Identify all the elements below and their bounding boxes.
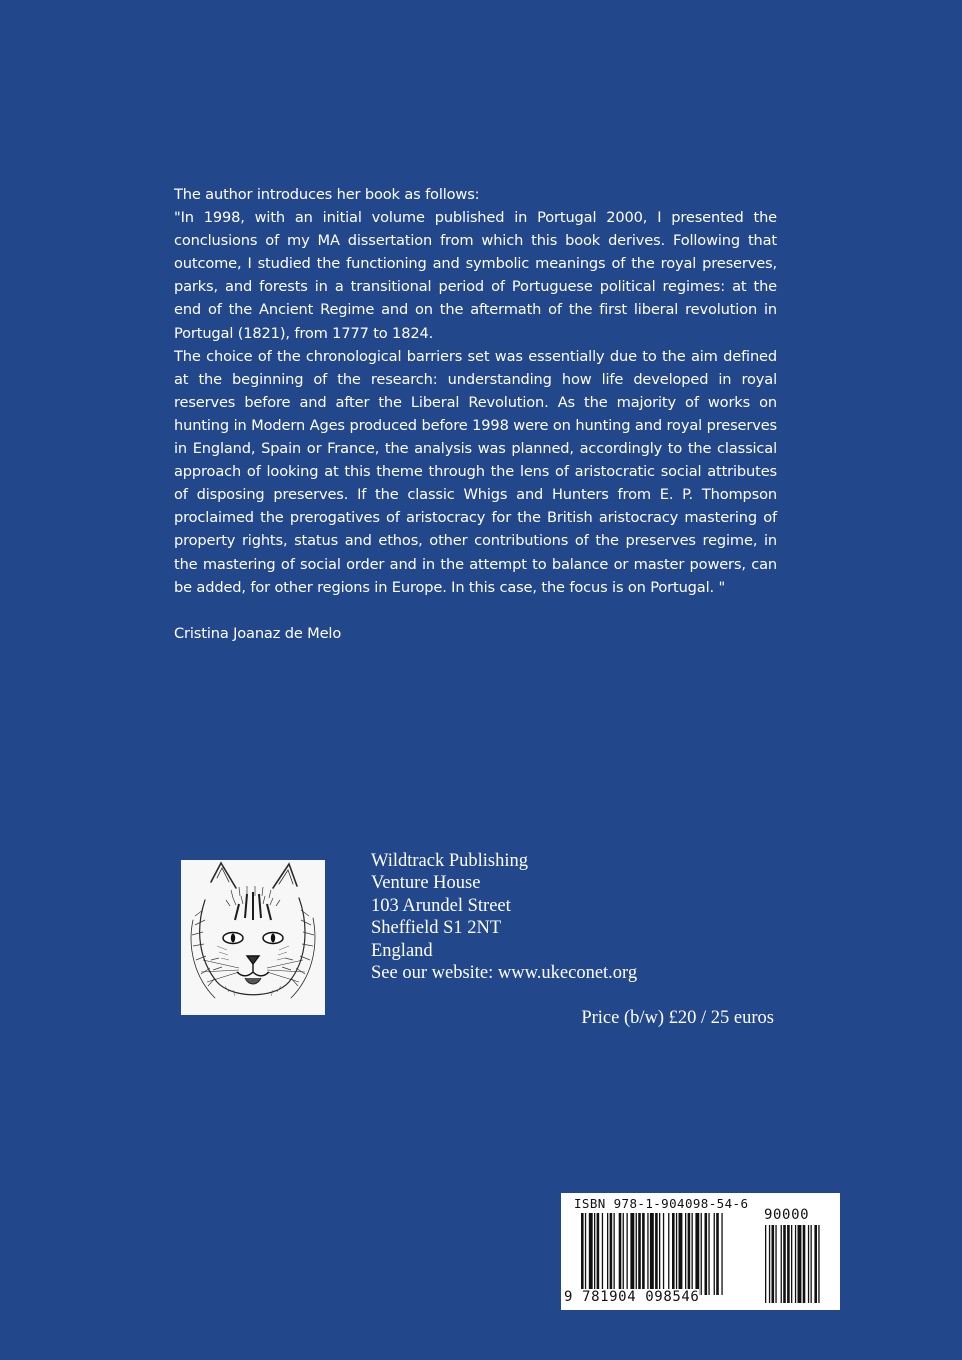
- barcode-bar: [623, 1213, 624, 1295]
- barcode-addon-bar: [783, 1225, 786, 1303]
- barcode-ean-digits: 9 781904 098546: [564, 1289, 700, 1305]
- cat-illustration: [181, 860, 325, 1015]
- barcode-addon-bar: [798, 1225, 802, 1303]
- publisher-name: Wildtrack Publishing: [371, 851, 529, 871]
- barcode-bar: [672, 1213, 675, 1295]
- barcode-bar: [676, 1213, 677, 1295]
- barcode-addon-bar: [811, 1225, 812, 1303]
- barcode-bar: [642, 1213, 645, 1295]
- isbn-label: ISBN 978-1-904098-54-6: [574, 1196, 749, 1211]
- barcode-bar: [647, 1213, 648, 1295]
- barcode-bar: [589, 1213, 593, 1295]
- barcode-bar: [705, 1213, 708, 1295]
- publisher-country: England: [371, 940, 433, 961]
- barcode-bar: [659, 1213, 660, 1295]
- blurb-paragraph-2: The choice of the chronological barriers set was essentially due to the aim defined at the beginning of the research: understanding how life developed in royal reserves before and after the Liberal Revolution. As the majority of works on hunting in Modern Ages produced before 1998 were on hunting and royal preserves in England, Spain or France, the analysis was planned, accordingly to the classical approach of looking at this theme through the lens of aristocratic social attributes of disposing preserves. If the classic Whigs and Hunters from E. P. Thompson proclaimed the prerogatives of aristocracy for the British aristocracy mastering of property rights, status and ethos, other contributions of the preserves regime, in the mastering of social order and in the attempt to balance or master powers, can be added, for other regions in Europe. In this case, the focus is on Portugal. ": [174, 347, 777, 596]
- barcode-addon-bar: [803, 1225, 806, 1303]
- barcode-addon-bar: [787, 1225, 790, 1303]
- barcode-bar: [708, 1213, 709, 1295]
- blurb-paragraph-1: "In 1998, with an initial volume published in Portugal 2000, I presented the conclusions of my MA dissertation from which this book derives. Following that outcome, I studied the functioning and symbolic meanings of the royal preserves, parks, and forests in a transitional period of Portuguese political regimes: at the end of the Ancient Regime and on the aftermath of the first liberal revolution in Portugal (1821), from 1777 to 1824.: [174, 209, 777, 342]
- publisher-address-line-3: Sheffield S1 2NT: [371, 918, 502, 939]
- barcode-bar: [585, 1213, 586, 1295]
- barcode-bar: [679, 1213, 683, 1295]
- barcode-bar: [581, 1213, 584, 1295]
- barcode-bar: [594, 1213, 595, 1295]
- barcode-addon-bar: [814, 1225, 817, 1303]
- barcode-bar: [655, 1213, 658, 1295]
- barcode-bar: [597, 1213, 600, 1295]
- barcode-bar: [692, 1213, 693, 1295]
- barcode-bar: [663, 1213, 664, 1295]
- barcode-bar: [602, 1213, 603, 1295]
- barcode-addon-bar: [791, 1225, 792, 1303]
- barcode-bar: [614, 1213, 615, 1295]
- barcode-addon-bar: [795, 1225, 796, 1303]
- author-name: Cristina Joanaz de Melo: [174, 624, 342, 642]
- barcode-bar: [701, 1213, 702, 1295]
- back-cover-blurb: [174, 183, 777, 645]
- barcode-bar: [610, 1213, 613, 1295]
- barcode-bar: [607, 1213, 608, 1295]
- publisher-address-line-2: 103 Arundel Street: [371, 895, 511, 916]
- barcode-addon-bar: [769, 1225, 770, 1303]
- barcode-bar: [685, 1213, 686, 1295]
- barcode-addon-bar: [808, 1225, 809, 1303]
- barcode-bar: [627, 1213, 628, 1295]
- barcode-block: [561, 1193, 840, 1310]
- lynx-cat-drawing-icon: [181, 860, 325, 1015]
- barcode-bar: [636, 1213, 637, 1295]
- barcode-bar: [619, 1213, 622, 1295]
- barcode-bar: [714, 1213, 715, 1295]
- barcode-bar: [688, 1213, 691, 1295]
- barcode-bar: [668, 1213, 669, 1295]
- barcode-addon-bar: [775, 1225, 776, 1303]
- barcode-addon-bar: [765, 1225, 766, 1303]
- barcode-addon-bar: [781, 1225, 782, 1303]
- barcode-bar: [630, 1213, 634, 1295]
- barcode-bar: [650, 1213, 654, 1295]
- publisher-website: See our website: www.ukeconet.org: [371, 963, 638, 984]
- publisher-info: [371, 850, 791, 984]
- barcode-bar: [716, 1213, 719, 1295]
- blurb-intro: The author introduces her book as follows:: [174, 186, 480, 203]
- barcode-addon-bar: [818, 1225, 819, 1303]
- publisher-address-line-1: Venture House: [371, 873, 481, 894]
- price-label: Price (b/w) £20 / 25 euros: [581, 1008, 774, 1028]
- barcode-addon-digits: 90000: [764, 1207, 810, 1223]
- barcode-addon-bar: [772, 1225, 775, 1303]
- barcode-bar: [638, 1213, 641, 1295]
- barcode-bar: [695, 1213, 699, 1295]
- barcode-bar: [721, 1213, 722, 1295]
